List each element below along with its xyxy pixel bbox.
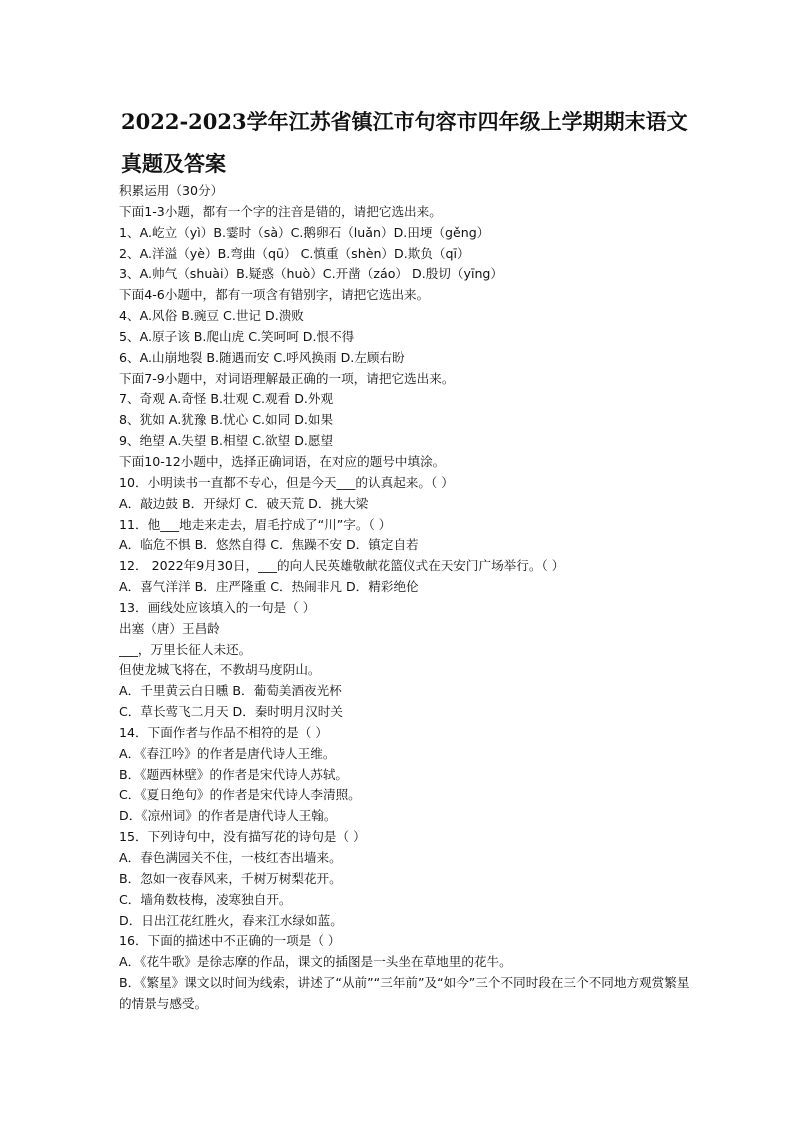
document-title: 2022-2023学年江苏省镇江市句容市四年级上学期期末语文真题及答案 xyxy=(121,109,688,176)
text-line: 下面1-3小题，都有一个字的注音是错的，请把它选出来。 xyxy=(119,203,442,219)
text-line: 4、A.风俗 B.豌豆 C.世记 D.溃败 xyxy=(119,308,304,324)
text-line: 13．画线处应该填入的一句是（ ） xyxy=(119,599,316,615)
text-line: A．千里黄云白日曛 B．葡萄美酒夜光杯 xyxy=(119,683,342,699)
text-line: 10．小明读书一直都不专心，但是今天___的认真起来。（ ） xyxy=(119,474,454,490)
text-line: 15．下列诗句中，没有描写花的诗句是（ ） xyxy=(119,829,366,845)
text-line: C．《夏日绝句》的作者是宋代诗人李清照。 xyxy=(119,787,361,803)
document-body xyxy=(119,181,699,1015)
text-line: 下面7-9小题中，对词语理解最正确的一项，请把它选出来。 xyxy=(119,370,455,386)
text-line: A．临危不惧 B．悠然自得 C．焦躁不安 D．镇定自若 xyxy=(119,537,419,553)
text-line: A．敲边鼓 B．开绿灯 C．破天荒 D．挑大梁 xyxy=(119,495,369,511)
text-line: 下面4-6小题中，都有一项含有错别字，请把它选出来。 xyxy=(119,287,430,303)
text-line: C．墙角数枝梅，凌寒独自开。 xyxy=(119,891,292,907)
text-line: A．喜气洋洋 B．庄严隆重 C．热闹非凡 D．精彩绝伦 xyxy=(119,579,419,595)
text-line: A．《花牛歌》是徐志摩的作品，课文的插图是一头坐在草地里的花牛。 xyxy=(119,954,512,970)
text-line: D．日出江花红胜火，春来江水绿如蓝。 xyxy=(119,912,343,928)
text-line: B．《繁星》课文以时间为线索，讲述了“从前”“三年前”及“如今”三个不同时段在三个不同地方观赏繁星的情景与感受。 xyxy=(119,975,690,1011)
text-line: 9、绝望 A.失望 B.相望 C.欲望 D.愿望 xyxy=(119,433,334,449)
text-line: 但使龙城飞将在，不教胡马度阴山。 xyxy=(119,662,321,678)
text-line: 5、A.原子该 B.爬山虎 C.笑呵呵 D.恨不得 xyxy=(119,328,355,344)
text-line: 1、A.屹立（yì）B.霎时（sà）C.鹅卵石（luǎn）D.田埂（gěng） xyxy=(119,224,490,240)
text-line: 11．他___地走来走去，眉毛拧成了“川”字。（ ） xyxy=(119,516,392,532)
text-line: A．春色满园关不住，一枝红杏出墙来。 xyxy=(119,850,342,865)
text-line: 下面10-12小题中，选择正确词语，在对应的题号中填涂。 xyxy=(119,453,446,469)
text-line: 8、犹如 A.犹豫 B.忧心 C.如同 D.如果 xyxy=(119,412,334,428)
text-line: 积累运用（30分） xyxy=(119,183,224,198)
text-line: 2、A.洋溢（yè）B.弯曲（qū） C.慎重（shèn）D.欺负（qī） xyxy=(119,245,470,261)
text-line: 3、A.帅气（shuài）B.疑惑（huò）C.开凿（záo） D.殷切（yīng） xyxy=(119,266,504,282)
text-line: C．草长莺飞二月天 D．秦时明月汉时关 xyxy=(119,704,343,720)
text-line: ___，万里长征人未还。 xyxy=(119,641,252,657)
text-line: 6、A.山崩地裂 B.随遇而安 C.呼风换雨 D.左顾右盼 xyxy=(119,349,405,365)
text-line: B．忽如一夜春风来，千树万树梨花开。 xyxy=(119,870,342,886)
text-line: 16．下面的描述中不正确的一项是（ ） xyxy=(119,933,341,949)
text-line: 7、奇观 A.奇怪 B.壮观 C.观看 D.外观 xyxy=(119,391,334,407)
text-line: D．《凉州词》的作者是唐代诗人王翰。 xyxy=(119,808,337,824)
text-line: 14．下面作者与作品不相符的是（ ） xyxy=(119,724,328,740)
text-line: B．《题西林壁》的作者是宋代诗人苏轼。 xyxy=(119,766,349,782)
text-line: 12． 2022年9月30日，___的向人民英雄敬献花篮仪式在天安门广场举行。（ ） xyxy=(119,558,565,574)
text-line: 出塞（唐）王昌龄 xyxy=(119,620,220,636)
text-line: A．《春江吟》的作者是唐代诗人王维。 xyxy=(119,745,336,761)
